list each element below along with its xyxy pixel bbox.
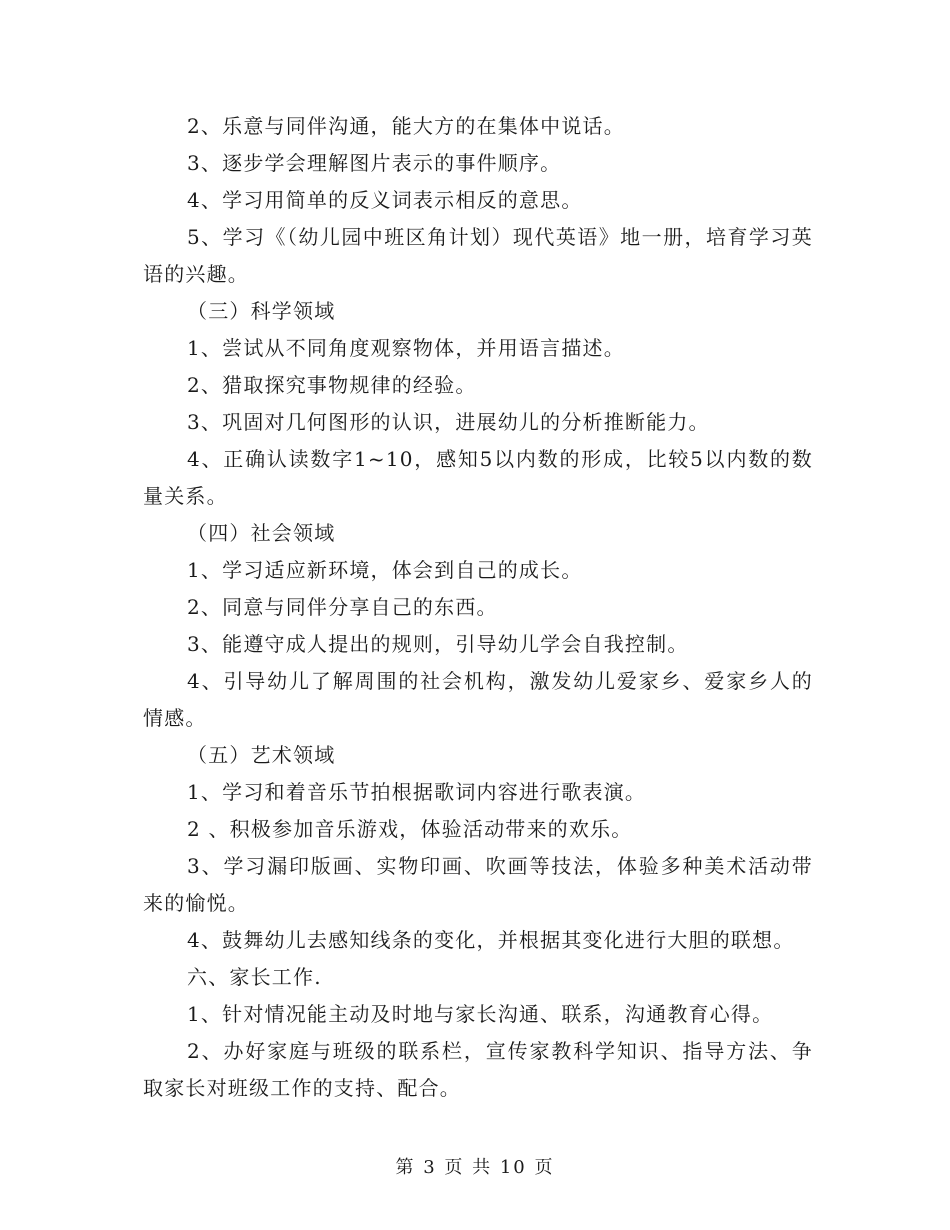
section-heading-social: （四）社会领域 [187,521,336,545]
section-heading-science: （三）科学领域 [187,299,336,323]
list-item: 4、引导幼儿了解周围的社会机构，激发幼儿爱家乡、爱家乡人的情感。 [143,669,813,730]
list-item: 3、巩固对几何图形的认识，进展幼儿的分析推断能力。 [187,410,710,434]
list-item: 1、针对情况能主动及时地与家长沟通、联系，沟通教育心得。 [187,1002,774,1026]
list-item: 4、鼓舞幼儿去感知线条的变化，并根据其变化进行大胆的联想。 [187,928,795,952]
section-heading-parents: 六、家长工作. [187,965,322,989]
list-item: 1、尝试从不同角度观察物体，并用语言描述。 [187,336,625,360]
list-item: 3、能遵守成人提出的规则，引导幼儿学会自我控制。 [187,632,689,656]
list-item: 2、办好家庭与班级的联系栏，宣传家教科学知识、指导方法、争取家长对班级工作的支持、配合。 [143,1039,813,1100]
list-item: 2、同意与同伴分享自己的东西。 [187,595,498,619]
list-item: 3、学习漏印版画、实物印画、吹画等技法，体验多种美术活动带来的愉悦。 [143,854,813,915]
list-item: 3、逐步学会理解图片表示的事件顺序。 [187,151,562,175]
list-item: 2、猎取探究事物规律的经验。 [187,373,477,397]
list-item: 2 、积极参加音乐游戏，体验活动带来的欢乐。 [187,817,633,841]
list-item: 4、学习用简单的反义词表示相反的意思。 [187,188,583,212]
list-item: 5、学习《（幼儿园中班区角计划）现代英语》地一册，培育学习英语的兴趣。 [143,225,813,286]
section-heading-art: （五）艺术领域 [187,743,336,767]
list-item: 1、学习和着音乐节拍根据歌词内容进行歌表演。 [187,780,647,804]
list-item: 1、学习适应新环境，体会到自己的成长。 [187,558,583,582]
list-item: 4、正确认读数字1~10，感知5以内数的形成，比较5以内数的数量关系。 [143,447,813,508]
page-number-footer: 第 3 页 共 10 页 [395,1157,555,1178]
list-item: 2、乐意与同伴沟通，能大方的在集体中说话。 [187,114,625,138]
document-body [143,108,813,1107]
